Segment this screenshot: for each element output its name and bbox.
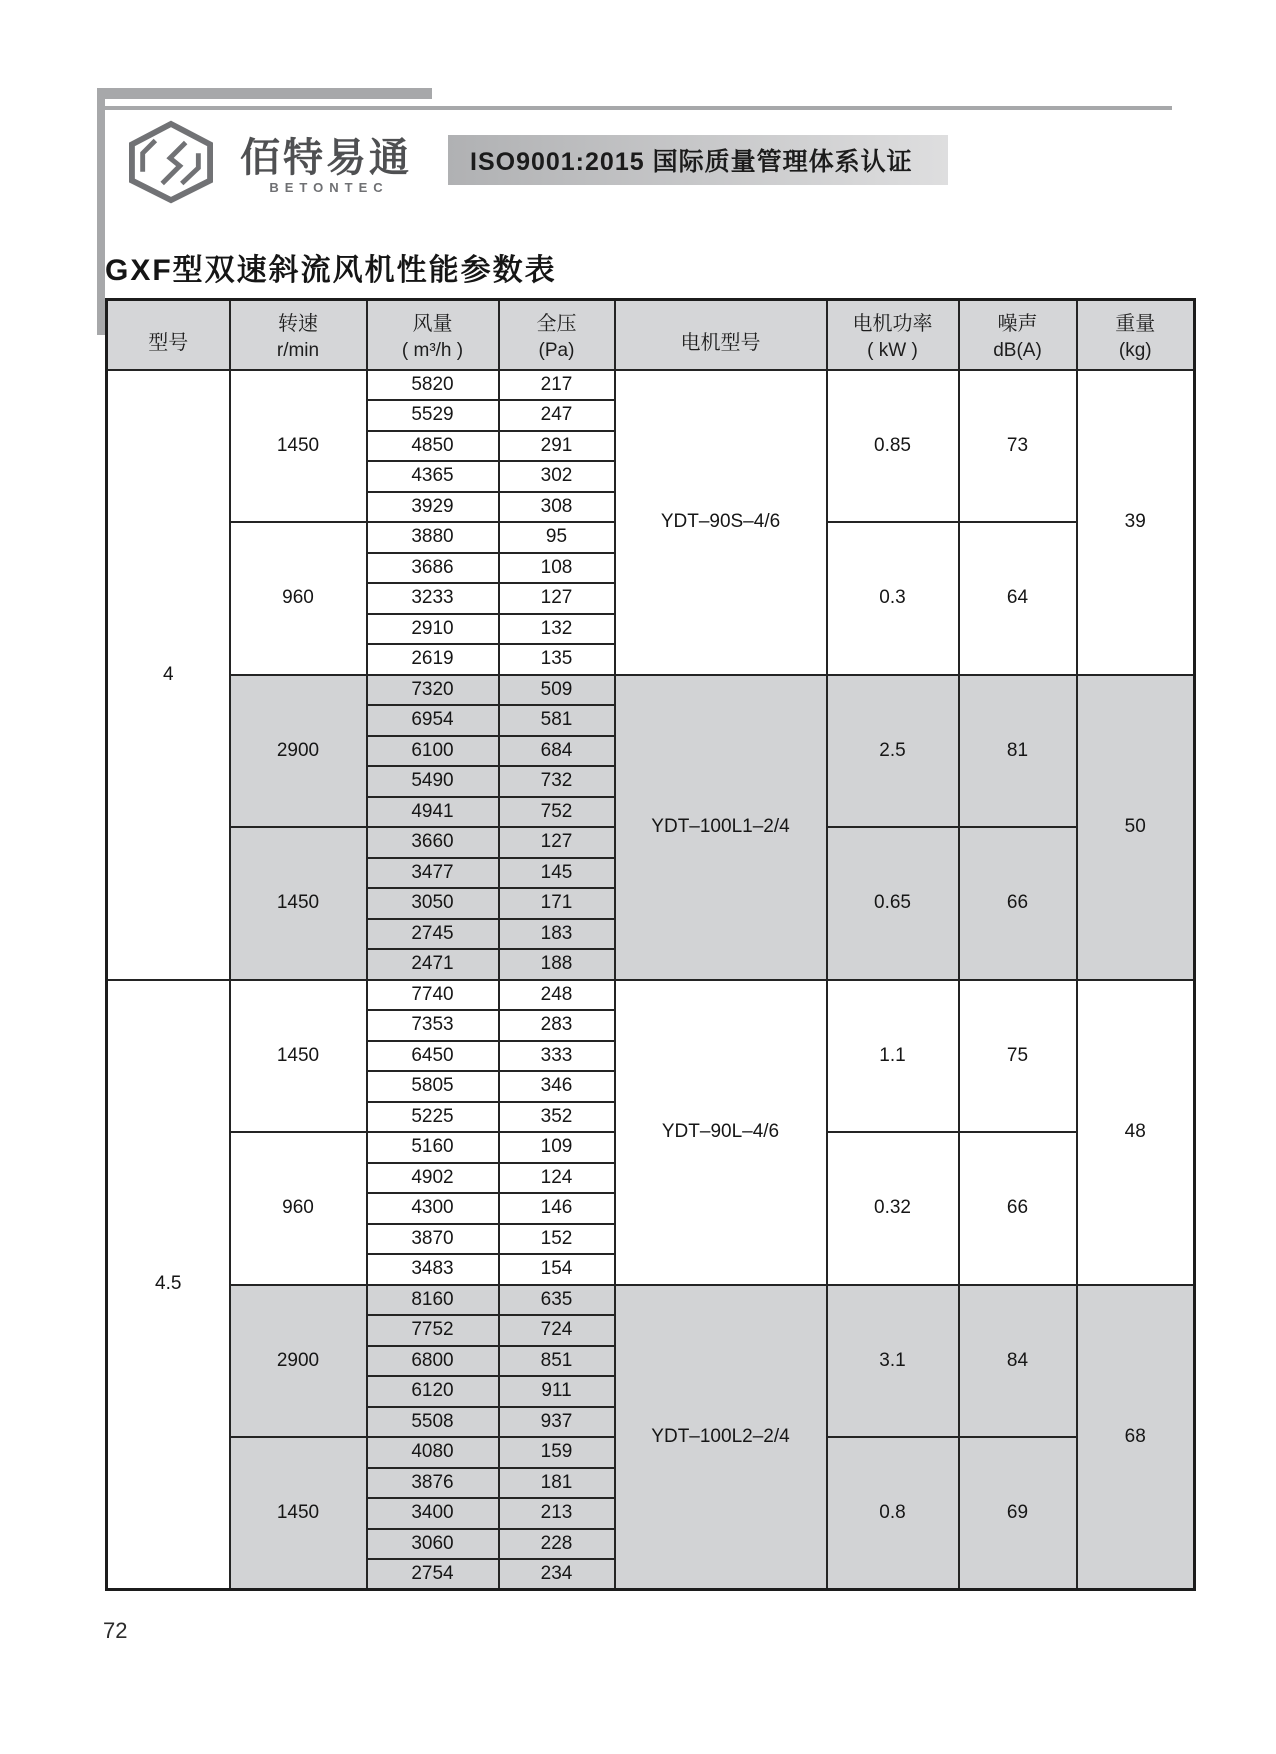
noise-cell: 81: [959, 675, 1077, 828]
table-header-row: [107, 300, 1195, 370]
flow-cell: 3483: [367, 1254, 499, 1285]
flow-cell: 6100: [367, 736, 499, 767]
flow-cell: 5490: [367, 766, 499, 797]
flow-cell: 3870: [367, 1224, 499, 1255]
flow-cell: 7740: [367, 980, 499, 1011]
flow-cell: 7353: [367, 1010, 499, 1041]
noise-cell: 75: [959, 980, 1077, 1133]
pressure-cell: 127: [499, 583, 615, 614]
column-header-motor: [615, 300, 827, 370]
power-cell: 1.1: [827, 980, 959, 1133]
left-rule: [97, 88, 105, 335]
pressure-cell: 127: [499, 827, 615, 858]
weight-cell: 39: [1077, 370, 1195, 675]
table-row: [107, 1285, 1195, 1316]
column-header-flow: [367, 300, 499, 370]
flow-cell: 4850: [367, 431, 499, 462]
iso-certification-banner: [448, 135, 948, 185]
speed-cell: 1450: [230, 370, 367, 523]
noise-cell: 66: [959, 827, 1077, 980]
pressure-cell: 135: [499, 644, 615, 675]
flow-cell: 3477: [367, 858, 499, 889]
power-cell: 0.32: [827, 1132, 959, 1285]
column-label: 重量: [1115, 313, 1156, 336]
flow-cell: 3686: [367, 553, 499, 584]
column-header-model: [107, 300, 230, 370]
top-rule-thin: [97, 106, 1172, 110]
weight-cell: 68: [1077, 1285, 1195, 1590]
weight-cell: 48: [1077, 980, 1195, 1285]
flow-cell: 3400: [367, 1498, 499, 1529]
iso-certification-text: ISO9001:2015 国际质量管理体系认证: [470, 148, 913, 176]
flow-cell: 5529: [367, 400, 499, 431]
speed-cell: 1450: [230, 980, 367, 1133]
page-title: GXF型双速斜流风机性能参数表: [105, 254, 557, 287]
pressure-cell: 188: [499, 949, 615, 980]
flow-cell: 4300: [367, 1193, 499, 1224]
flow-cell: 6800: [367, 1346, 499, 1377]
flow-cell: 3660: [367, 827, 499, 858]
pressure-cell: 234: [499, 1559, 615, 1590]
column-header-pressure: [499, 300, 615, 370]
power-cell: 0.3: [827, 522, 959, 675]
noise-cell: 84: [959, 1285, 1077, 1438]
betontec-hexagon-logo-icon: [120, 120, 222, 204]
speed-cell: 1450: [230, 1437, 367, 1590]
noise-cell: 69: [959, 1437, 1077, 1590]
pressure-cell: 333: [499, 1041, 615, 1072]
flow-cell: 3233: [367, 583, 499, 614]
flow-cell: 5508: [367, 1407, 499, 1438]
column-header-noise: [959, 300, 1077, 370]
top-rule-thick: [97, 88, 432, 99]
table-row: [107, 370, 1195, 401]
pressure-cell: 732: [499, 766, 615, 797]
pressure-cell: 108: [499, 553, 615, 584]
noise-cell: 66: [959, 1132, 1077, 1285]
flow-cell: 2619: [367, 644, 499, 675]
flow-cell: 4941: [367, 797, 499, 828]
page-number: 72: [103, 1618, 128, 1643]
column-label: 全压: [536, 313, 577, 336]
power-cell: 0.65: [827, 827, 959, 980]
pressure-cell: 352: [499, 1102, 615, 1133]
pressure-cell: 217: [499, 370, 615, 401]
pressure-cell: 581: [499, 705, 615, 736]
pressure-cell: 124: [499, 1163, 615, 1194]
column-unit: ( kW ): [867, 340, 918, 362]
power-cell: 3.1: [827, 1285, 959, 1438]
pressure-cell: 911: [499, 1376, 615, 1407]
speed-cell: 960: [230, 522, 367, 675]
flow-cell: 5225: [367, 1102, 499, 1133]
column-unit: (Pa): [538, 340, 575, 362]
flow-cell: 3050: [367, 888, 499, 919]
speed-cell: 2900: [230, 675, 367, 828]
logo-company-name-latin: BETONTEC: [269, 180, 389, 195]
flow-cell: 2754: [367, 1559, 499, 1590]
pressure-cell: 213: [499, 1498, 615, 1529]
pressure-cell: 724: [499, 1315, 615, 1346]
pressure-cell: 752: [499, 797, 615, 828]
pressure-cell: 247: [499, 400, 615, 431]
motor-cell: YDT–100L2–2/4: [615, 1285, 827, 1590]
column-header-power: [827, 300, 959, 370]
flow-cell: 5160: [367, 1132, 499, 1163]
pressure-cell: 228: [499, 1529, 615, 1560]
column-unit: (kg): [1118, 340, 1152, 362]
power-cell: 0.85: [827, 370, 959, 523]
motor-cell: YDT–90L–4/6: [615, 980, 827, 1285]
flow-cell: 4902: [367, 1163, 499, 1194]
column-header-speed: [230, 300, 367, 370]
column-header-weight: [1077, 300, 1195, 370]
flow-cell: 3929: [367, 492, 499, 523]
pressure-cell: 154: [499, 1254, 615, 1285]
flow-cell: 3880: [367, 522, 499, 553]
pressure-cell: 684: [499, 736, 615, 767]
pressure-cell: 146: [499, 1193, 615, 1224]
pressure-cell: 152: [499, 1224, 615, 1255]
pressure-cell: 248: [499, 980, 615, 1011]
column-label: 噪声: [997, 313, 1038, 336]
noise-cell: 64: [959, 522, 1077, 675]
column-label: 电机功率: [852, 313, 933, 336]
power-cell: 2.5: [827, 675, 959, 828]
power-cell: 0.8: [827, 1437, 959, 1590]
motor-cell: YDT–100L1–2/4: [615, 675, 827, 980]
flow-cell: 2745: [367, 919, 499, 950]
pressure-cell: 346: [499, 1071, 615, 1102]
pressure-cell: 937: [499, 1407, 615, 1438]
column-label: 型号: [148, 332, 189, 355]
speed-cell: 1450: [230, 827, 367, 980]
pressure-cell: 95: [499, 522, 615, 553]
pressure-cell: 851: [499, 1346, 615, 1377]
speed-cell: 960: [230, 1132, 367, 1285]
flow-cell: 6120: [367, 1376, 499, 1407]
model-cell: 4: [107, 370, 230, 980]
motor-cell: YDT–90S–4/6: [615, 370, 827, 675]
pressure-cell: 308: [499, 492, 615, 523]
pressure-cell: 145: [499, 858, 615, 889]
table-row: [107, 675, 1195, 706]
column-unit: dB(A): [993, 340, 1042, 362]
weight-cell: 50: [1077, 675, 1195, 980]
pressure-cell: 291: [499, 431, 615, 462]
pressure-cell: 132: [499, 614, 615, 645]
flow-cell: 6450: [367, 1041, 499, 1072]
column-label: 风量: [412, 313, 453, 336]
column-label: 电机型号: [680, 332, 761, 355]
flow-cell: 2471: [367, 949, 499, 980]
column-unit: r/min: [276, 340, 320, 362]
pressure-cell: 283: [499, 1010, 615, 1041]
pressure-cell: 171: [499, 888, 615, 919]
pressure-cell: 181: [499, 1468, 615, 1499]
pressure-cell: 302: [499, 461, 615, 492]
flow-cell: 4365: [367, 461, 499, 492]
fan-performance-table: [105, 298, 1196, 1591]
model-cell: 4.5: [107, 980, 230, 1590]
table-header: [107, 300, 1195, 370]
speed-cell: 2900: [230, 1285, 367, 1438]
flow-cell: 5805: [367, 1071, 499, 1102]
flow-cell: 7320: [367, 675, 499, 706]
flow-cell: 8160: [367, 1285, 499, 1316]
noise-cell: 73: [959, 370, 1077, 523]
column-label: 转速: [278, 313, 318, 336]
pressure-cell: 109: [499, 1132, 615, 1163]
pressure-cell: 635: [499, 1285, 615, 1316]
flow-cell: 3876: [367, 1468, 499, 1499]
flow-cell: 3060: [367, 1529, 499, 1560]
logo-company-name: 佰特易通: [240, 136, 412, 180]
flow-cell: 5820: [367, 370, 499, 401]
pressure-cell: 509: [499, 675, 615, 706]
flow-cell: 7752: [367, 1315, 499, 1346]
fan-table-body: [107, 370, 1195, 1590]
flow-cell: 2910: [367, 614, 499, 645]
flow-cell: 6954: [367, 705, 499, 736]
flow-cell: 4080: [367, 1437, 499, 1468]
pressure-cell: 183: [499, 919, 615, 950]
table-row: [107, 980, 1195, 1011]
pressure-cell: 159: [499, 1437, 615, 1468]
column-unit: ( m³/h ): [401, 340, 464, 362]
